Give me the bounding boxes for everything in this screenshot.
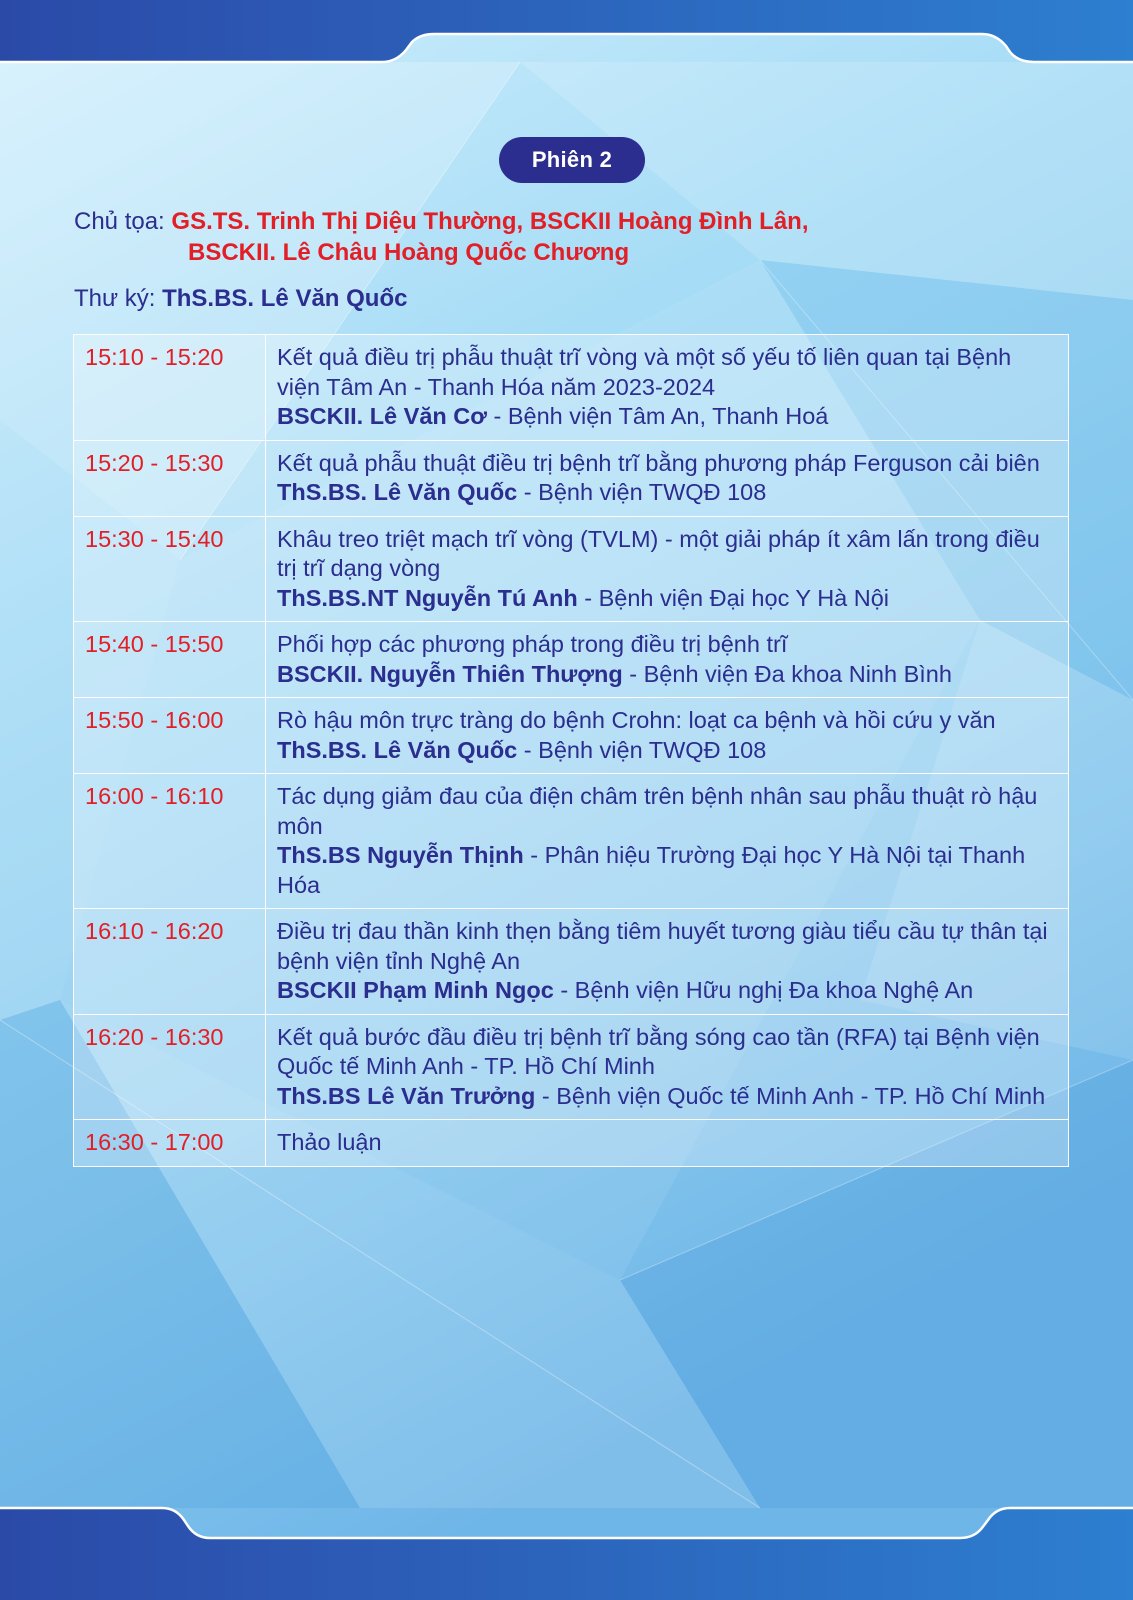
talk-speaker: ThS.BS Nguyễn Thịnh: [277, 842, 524, 868]
talk-speaker-line: [277, 841, 1058, 900]
talk-speaker: BSCKII Phạm Minh Ngọc: [277, 977, 554, 1003]
schedule-time: 16:00 - 16:10: [74, 774, 266, 909]
schedule-row: [74, 1120, 1069, 1167]
chairs-label: Chủ tọa:: [74, 208, 165, 235]
talk-speaker-line: [277, 736, 1058, 766]
talk-title: Phối hợp các phương pháp trong điều trị bệnh trĩ: [277, 631, 788, 657]
talk-affiliation: - Bệnh viện TWQĐ 108: [517, 479, 767, 505]
schedule-time: 16:10 - 16:20: [74, 909, 266, 1015]
schedule-content: [266, 516, 1069, 622]
session-badge: Phiên 2: [499, 137, 645, 183]
schedule-row: [74, 516, 1069, 622]
talk-speaker: ThS.BS Lê Văn Trưởng: [277, 1082, 536, 1109]
schedule-table: [73, 334, 1069, 1167]
talk-speaker: BSCKII. Lê Văn Cơ: [277, 403, 487, 429]
schedule-content: [266, 698, 1069, 774]
talk-speaker-line: [277, 402, 1058, 432]
talk-speaker-line: [277, 478, 1058, 508]
schedule-time: 16:30 - 17:00: [74, 1120, 266, 1167]
schedule-content: [266, 1014, 1069, 1120]
schedule-time: 16:20 - 16:30: [74, 1014, 266, 1120]
schedule-row: [74, 909, 1069, 1015]
schedule-content: [266, 440, 1069, 516]
schedule-row: [74, 440, 1069, 516]
chairs-line: [74, 207, 809, 237]
schedule-row: [74, 774, 1069, 909]
schedule-content: [266, 622, 1069, 698]
talk-affiliation: - Bệnh viện Tâm An, Thanh Hoá: [486, 403, 829, 429]
talk-speaker: ThS.BS. Lê Văn Quốc: [277, 479, 518, 505]
schedule-row: [74, 622, 1069, 698]
schedule-time: 15:20 - 15:30: [74, 440, 266, 516]
schedule-content: [266, 1120, 1069, 1167]
talk-title: Kết quả phẫu thuật điều trị bệnh trĩ bằng phương pháp Ferguson cải biên: [277, 449, 1040, 476]
talk-title: Kết quả bước đầu điều trị bệnh trĩ bằng sóng cao tần (RFA) tại Bệnh viện Quốc tế Minh Anh - TP. Hồ Chí Minh: [277, 1023, 1040, 1079]
talk-affiliation: - Bệnh viện Đại học Y Hà Nội: [577, 584, 890, 611]
schedule-row: [74, 335, 1069, 441]
talk-title: Thảo luận: [277, 1129, 382, 1155]
schedule-time: 15:30 - 15:40: [74, 516, 266, 622]
talk-affiliation: - Bệnh viện TWQĐ 108: [517, 736, 767, 763]
secretary-line: [74, 284, 407, 314]
talk-title: Rò hậu môn trực tràng do bệnh Crohn: loạt ca bệnh và hồi cứu y văn: [277, 707, 996, 733]
schedule-content: [266, 774, 1069, 909]
secretary-name: ThS.BS. Lê Văn Quốc: [162, 285, 408, 312]
talk-title: Điều trị đau thần kinh thẹn bằng tiêm huyết tương giàu tiểu cầu tự thân tại bệnh viện tỉnh Nghệ An: [277, 918, 1048, 974]
talk-title: Khâu treo triệt mạch trĩ vòng (TVLM) - một giải pháp ít xâm lấn trong điều trị trĩ dạng vòng: [277, 525, 1040, 581]
talk-affiliation: - Bệnh viện Quốc tế Minh Anh - TP. Hồ Chí Minh: [535, 1082, 1046, 1109]
talk-affiliation: - Bệnh viện Đa khoa Ninh Bình: [622, 660, 952, 687]
schedule-body: [74, 335, 1069, 1167]
schedule-content: [266, 335, 1069, 441]
schedule-row: [74, 1014, 1069, 1120]
talk-title: Tác dụng giảm đau của điện châm trên bệnh nhân sau phẫu thuật rò hậu môn: [277, 783, 1038, 839]
schedule-time: 15:10 - 15:20: [74, 335, 266, 441]
talk-speaker-line: [277, 660, 1058, 690]
schedule-content: [266, 909, 1069, 1015]
talk-speaker-line: [277, 584, 1058, 614]
schedule-time: 15:40 - 15:50: [74, 622, 266, 698]
talk-affiliation: - Phân hiệu Trường Đại học Y Hà Nội tại Thanh Hóa: [277, 842, 1026, 898]
chairs-names-line2: BSCKII. Lê Châu Hoàng Quốc Chương: [188, 239, 630, 266]
talk-title: Kết quả điều trị phẫu thuật trĩ vòng và một số yếu tố liên quan tại Bệnh viện Tâm An - Thanh Hóa năm 2023-2024: [277, 344, 1012, 400]
talk-speaker-line: [277, 1082, 1058, 1112]
talk-affiliation: - Bệnh viện Hữu nghị Đa khoa Nghệ An: [553, 977, 974, 1003]
chairs-names-line1: GS.TS. Trinh Thị Diệu Thường, BSCKII Hoàng Đình Lân,: [171, 208, 809, 235]
talk-speaker: ThS.BS.NT Nguyễn Tú Anh: [277, 584, 578, 611]
talk-speaker-line: [277, 976, 1058, 1006]
talk-speaker: BSCKII. Nguyễn Thiên Thượng: [277, 660, 623, 687]
schedule-time: 15:50 - 16:00: [74, 698, 266, 774]
schedule-row: [74, 698, 1069, 774]
talk-speaker: ThS.BS. Lê Văn Quốc: [277, 736, 518, 763]
secretary-label: Thư ký:: [74, 285, 156, 312]
